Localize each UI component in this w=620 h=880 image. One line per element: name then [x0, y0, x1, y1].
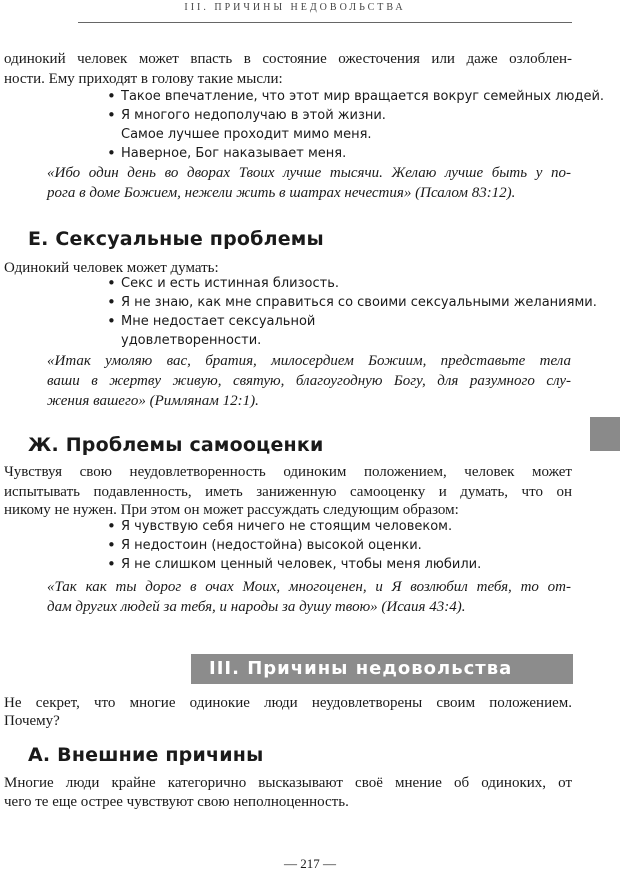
quote-line: ваши в жертву живую, святую, благоугодную Богу, для разумного слу-	[47, 373, 571, 389]
section-e-bullet-list	[107, 274, 597, 350]
quote-line: рога в доме Божием, нежели жить в шатрах нечестия» (Псалом 83:12).	[47, 185, 516, 201]
thumb-index-tab	[590, 417, 620, 451]
list-item-continuation: удовлетворенности.	[121, 333, 262, 348]
part-three-line-2: Почему?	[4, 713, 60, 729]
list-item: • Такое впечатление, что этот мир вращается вокруг семейных людей.	[107, 87, 604, 106]
header-rule	[78, 22, 572, 23]
scripture-quote-romans	[47, 351, 571, 411]
heading-self-esteem-problems: Ж. Проблемы самооценки	[28, 434, 324, 456]
section-e-lead: Одинокий человек может думать:	[4, 260, 219, 276]
list-item: • Секс и есть истинная близость.	[107, 274, 597, 293]
list-item: • Мне недостает сексуальной	[107, 312, 597, 331]
section-zh-bullet-list	[107, 517, 481, 574]
section-a-line-1: Многие люди крайне категорично высказывают своё мнение об одиноких, от	[4, 775, 572, 791]
intro-bullet-list	[107, 87, 604, 163]
list-item: • Я чувствую себя ничего не стоящим человеком.	[107, 517, 481, 536]
section-a-line-2: чего те еще острее чувствуют свою неполноценность.	[4, 794, 349, 810]
running-header: III. ПРИЧИНЫ НЕДОВОЛЬСТВА	[184, 2, 406, 13]
list-item: • Я многого недополучаю в этой жизни.	[107, 106, 604, 125]
intro-line-1: одинокий человек может впасть в состояние ожесточения или даже озлоблен-	[4, 51, 572, 67]
heading-sexual-problems: Е. Сексуальные проблемы	[28, 228, 324, 250]
scripture-quote-isaiah	[47, 577, 571, 617]
page-number: — 217 —	[284, 856, 336, 871]
scripture-quote-psalm	[47, 163, 571, 203]
list-item: • Я недостоин (недостойна) высокой оценки.	[107, 536, 481, 555]
part-three-banner	[191, 654, 573, 684]
quote-line: дам других людей за тебя, и народы за душу твою» (Исаия 43:4).	[47, 599, 466, 615]
part-title: Причины недовольства	[247, 658, 513, 679]
list-item: • Наверное, Бог наказывает меня.	[107, 144, 604, 163]
quote-line: «Ибо один день во дворах Твоих лучше тысячи. Желаю лучше быть у по-	[47, 165, 571, 181]
part-three-line-1: Не секрет, что многие одинокие люди неудовлетворены своим положением.	[4, 695, 572, 711]
section-zh-line-2: испытывать подавленность, иметь заниженную самооценку и думать, что он	[4, 484, 572, 500]
quote-line: «Итак умоляю вас, братия, милосердием Божиим, представьте тела	[47, 353, 571, 369]
list-item: • Я не знаю, как мне справиться со своими сексуальными желаниями.	[107, 293, 597, 312]
intro-line-2: ности. Ему приходят в голову такие мысли:	[4, 71, 283, 87]
list-item-continuation: Самое лучшее проходит мимо меня.	[121, 127, 372, 142]
section-zh-line-3: никому не нужен. При этом он может рассуждать следующим образом:	[4, 502, 459, 518]
quote-line: жения вашего» (Римлянам 12:1).	[47, 393, 259, 409]
list-item: • Я не слишком ценный человек, чтобы меня любили.	[107, 555, 481, 574]
quote-line: «Так как ты дорог в очах Моих, многоценен, и Я возлюбил тебя, то от-	[47, 579, 571, 595]
section-zh-line-1: Чувствуя свою неудовлетворенность одиноким положением, человек может	[4, 464, 572, 480]
heading-external-causes: А. Внешние причины	[28, 744, 264, 766]
part-roman-numeral: III.	[209, 658, 240, 679]
